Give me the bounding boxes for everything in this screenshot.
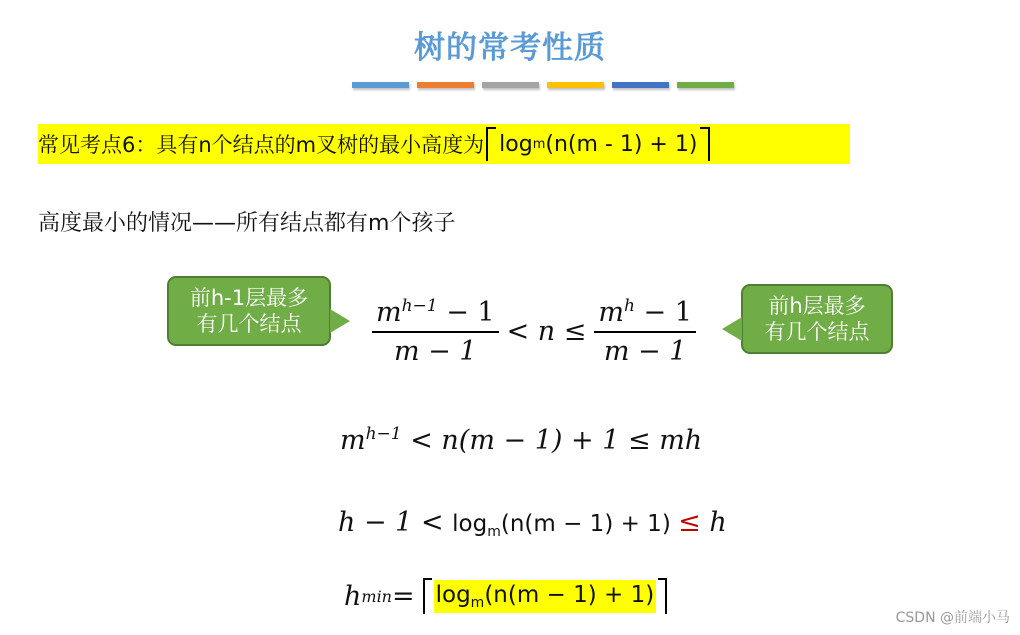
right-denominator: m − 1: [603, 336, 687, 367]
ceiling-right-bracket: [700, 127, 710, 161]
min-height-highlight: $\log_m(n(m - 1) + 1)$: [435, 581, 655, 611]
right-numerator: $m^h - 1$: [594, 296, 696, 333]
callout-left: [167, 276, 331, 346]
ceiling-left-bracket: [423, 578, 432, 614]
left-numerator: $m^{h-1} - 1$: [372, 296, 499, 333]
slide-title: 树的常考性质: [414, 30, 606, 66]
color-bar: [417, 82, 474, 88]
callout-right-line1: 前h层最多: [768, 294, 866, 318]
min-height-formula: h min = $\log_m(n(m - 1) + 1)$: [344, 578, 667, 614]
color-bar: [612, 82, 669, 88]
ceiling-left-bracket: [486, 127, 496, 161]
color-bar: [547, 82, 604, 88]
inequality-middle: < n ≤: [506, 316, 587, 347]
left-fraction: [372, 296, 499, 367]
color-bar: [352, 82, 409, 88]
callout-right-line2: 有几个结点: [764, 320, 870, 344]
inequality-fraction: [372, 296, 696, 367]
key-point-label: 常见考点6：具有n个结点的m叉树的最小高度为: [38, 133, 485, 157]
key-point-log: log: [499, 131, 533, 157]
key-point-log-base: m: [532, 136, 546, 152]
inequality-power: $m^{h-1} < n(m - 1) + 1$ ≤ mh: [340, 424, 703, 456]
key-point-highlight: [38, 124, 850, 164]
callout-left-pointer: [330, 309, 350, 333]
highlighted-leq: ≤: [678, 507, 701, 538]
color-bars: [352, 82, 734, 88]
callout-left-line1: 前h-1层最多: [189, 286, 309, 310]
ceiling-right-bracket: [658, 578, 667, 614]
inequality-log: $h - 1 < \log_m(n(m - 1) + 1) \le h$: [338, 507, 727, 540]
watermark: CSDN @前端小马: [895, 610, 1010, 626]
left-denominator: m − 1: [394, 336, 477, 367]
color-bar: [482, 82, 539, 88]
right-fraction: [594, 296, 696, 367]
key-point-log-arg: (n(m - 1) + 1): [545, 131, 698, 157]
callout-right-pointer: [722, 317, 742, 341]
color-bar: [677, 82, 734, 88]
callout-left-line2: 有几个结点: [196, 312, 302, 336]
callout-right: [741, 284, 893, 354]
subtitle: 高度最小的情况——所有结点都有m个孩子: [38, 211, 456, 236]
